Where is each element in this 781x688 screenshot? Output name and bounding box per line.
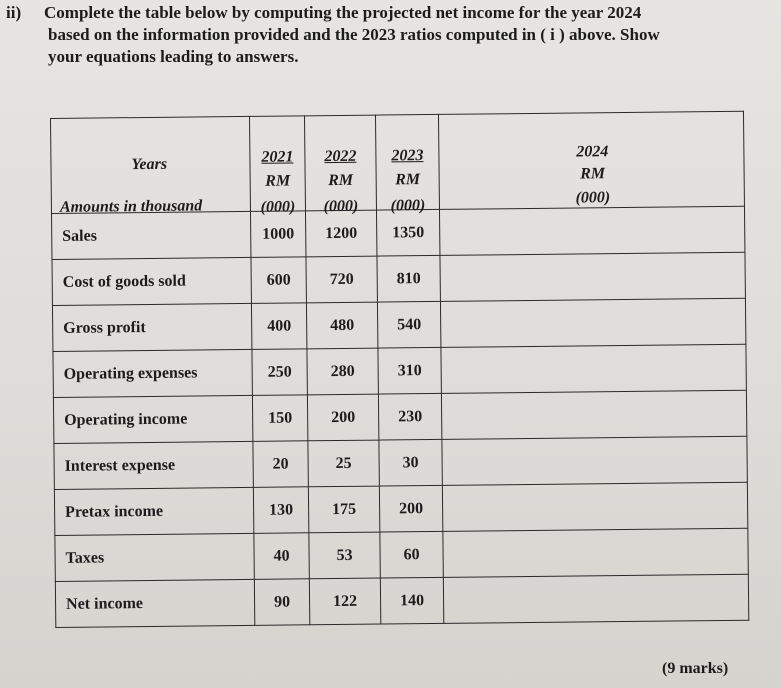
header-unit: (000) — [323, 197, 359, 216]
value-2022: 53 — [309, 532, 380, 579]
marks-label: (9 marks) — [662, 660, 729, 677]
years-label: Years — [131, 155, 168, 174]
header-currency: RM — [395, 171, 421, 189]
header-currency: RM — [580, 165, 606, 183]
table-header-row — [51, 111, 745, 213]
header-label-cell — [51, 116, 251, 216]
header-2024 — [438, 111, 744, 209]
row-label: Operating income — [53, 395, 252, 443]
value-2021: 20 — [253, 441, 308, 488]
value-2022: 280 — [307, 348, 378, 395]
table-row — [52, 298, 745, 351]
header-2021 — [249, 116, 305, 216]
row-label: Pretax income — [54, 487, 253, 535]
header-year: 2021 — [261, 148, 294, 166]
table-row — [52, 252, 745, 305]
value-2022: 1200 — [305, 210, 376, 257]
value-2021: 400 — [251, 303, 306, 350]
value-2021: 130 — [253, 487, 308, 534]
value-2023: 540 — [377, 301, 440, 348]
table-row — [55, 574, 748, 627]
value-2024-input[interactable] — [442, 436, 747, 485]
value-2023: 60 — [380, 531, 443, 578]
header-2023 — [375, 114, 439, 215]
header-unit: (000) — [575, 189, 611, 207]
value-2024-input[interactable] — [442, 482, 747, 531]
row-label: Taxes — [55, 533, 254, 581]
row-label: Operating expenses — [53, 349, 252, 397]
question-line-1: Complete the table below by computing the projected net income for the year 2024 — [44, 3, 642, 22]
table-row — [54, 436, 747, 489]
value-2023: 140 — [380, 577, 443, 624]
header-2022 — [304, 115, 376, 216]
value-2023: 1350 — [376, 209, 439, 256]
value-2023: 230 — [378, 393, 441, 440]
value-2024-input[interactable] — [439, 206, 744, 255]
question-number: ii) — [6, 3, 22, 22]
value-2024-input[interactable] — [440, 298, 745, 347]
question-line-2: based on the information provided and the 2023 ratios computed in ( i ) above. Show — [48, 25, 660, 44]
row-label: Gross profit — [52, 303, 251, 351]
value-2022: 175 — [308, 486, 379, 533]
amounts-label: Amounts in thousand — [59, 197, 203, 216]
row-label: Sales — [52, 211, 251, 259]
value-2021: 40 — [254, 533, 309, 580]
value-2024-input[interactable] — [441, 390, 746, 439]
value-2021: 600 — [251, 257, 306, 304]
value-2022: 720 — [306, 256, 377, 303]
value-2023: 810 — [377, 255, 440, 302]
table-row — [54, 482, 747, 535]
value-2023: 200 — [379, 485, 442, 532]
header-year: 2023 — [391, 147, 424, 165]
value-2023: 310 — [378, 347, 441, 394]
table-row — [53, 344, 746, 397]
header-year: 2022 — [324, 147, 357, 166]
header-unit: (000) — [390, 197, 426, 215]
value-2023: 30 — [379, 439, 442, 486]
value-2021: 1000 — [250, 211, 305, 258]
header-unit: (000) — [260, 198, 296, 216]
row-label: Net income — [55, 579, 254, 627]
value-2024-input[interactable] — [443, 574, 748, 623]
value-2024-input[interactable] — [443, 528, 748, 577]
value-2024-input[interactable] — [440, 252, 745, 301]
value-2022: 25 — [308, 440, 379, 487]
header-year: 2024 — [576, 143, 609, 161]
value-2022: 200 — [307, 394, 378, 441]
value-2021: 150 — [252, 395, 307, 442]
value-2024-input[interactable] — [441, 344, 746, 393]
value-2021: 250 — [252, 349, 307, 396]
value-2022: 480 — [306, 302, 377, 349]
question-line-3: your equations leading to answers. — [48, 47, 299, 66]
header-currency: RM — [265, 172, 291, 190]
table-row — [53, 390, 746, 443]
table-row — [55, 528, 748, 581]
value-2022: 122 — [309, 578, 380, 625]
header-currency: RM — [328, 171, 354, 190]
value-2021: 90 — [254, 579, 309, 626]
row-label: Interest expense — [54, 441, 253, 489]
income-table — [50, 111, 749, 628]
row-label: Cost of goods sold — [52, 257, 251, 305]
